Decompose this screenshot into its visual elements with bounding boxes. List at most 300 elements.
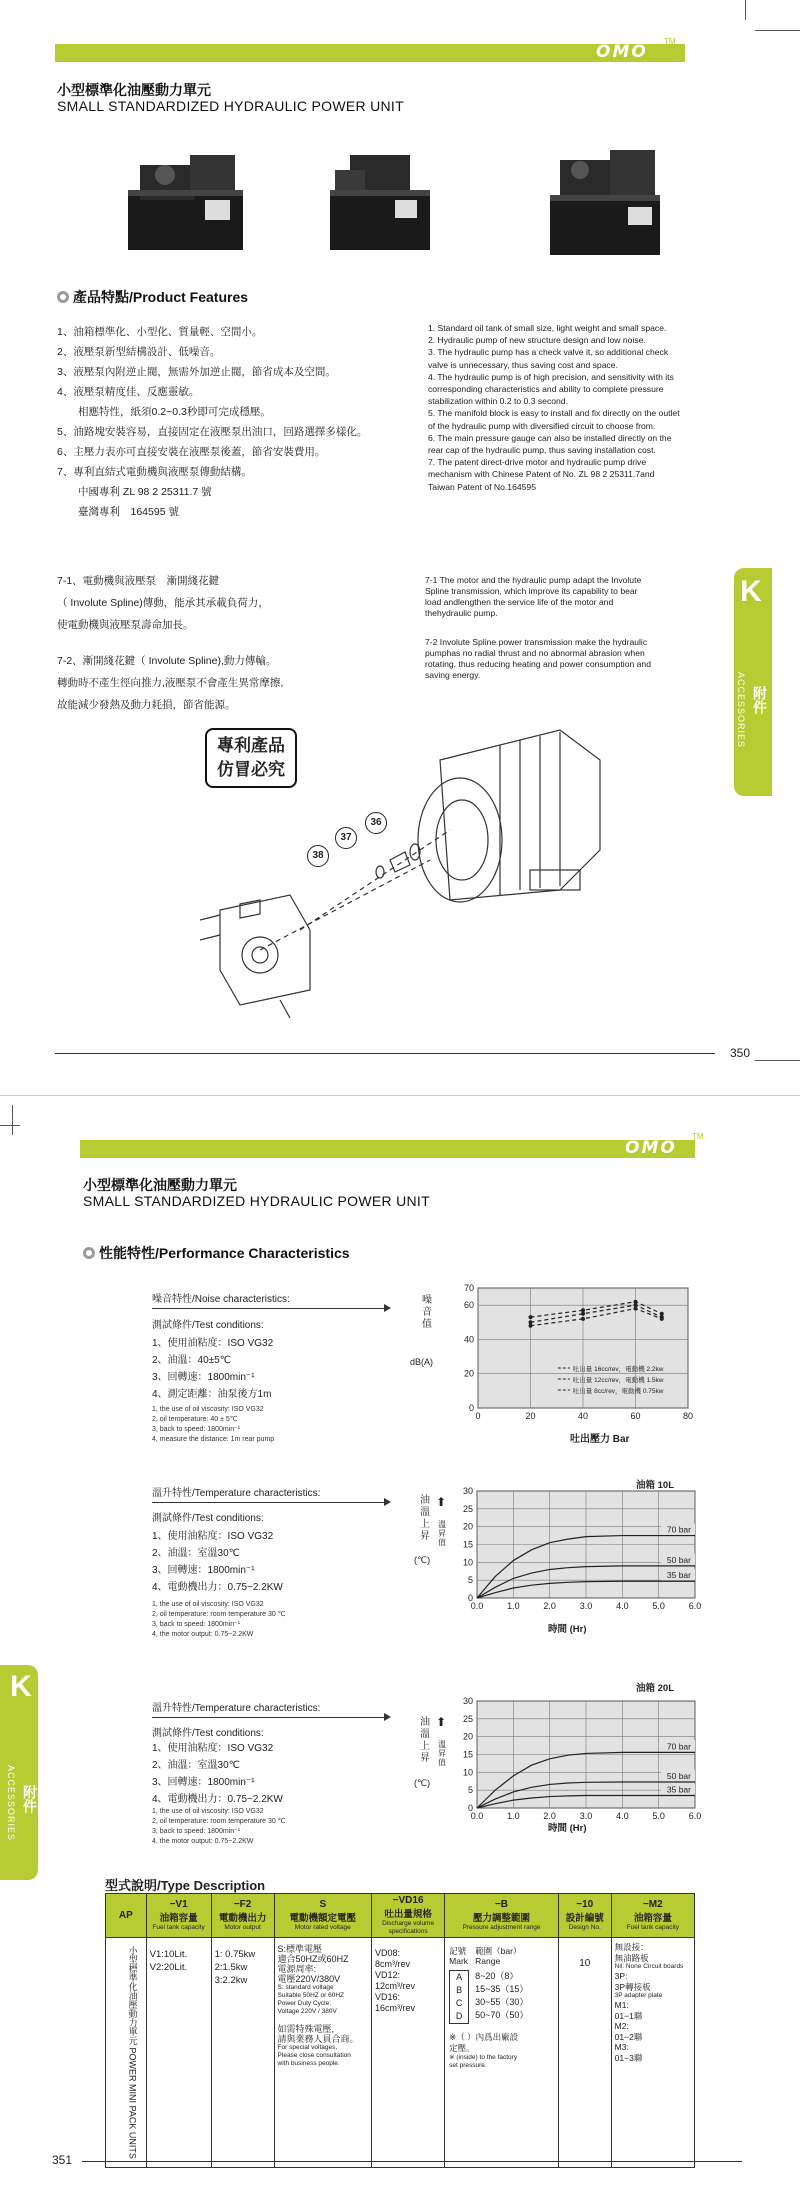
cell-line: V2:20Lit. xyxy=(149,1962,188,1973)
temp1-ysub: 溫昇值 xyxy=(438,1520,446,1547)
section-title xyxy=(83,1243,350,1263)
series-label: 70 bar xyxy=(666,1741,691,1752)
cell-line: S: standard voltage xyxy=(277,1984,334,1991)
series-label: 50 bar xyxy=(666,1770,691,1781)
note-line: 7-1 The motor and the hydraulic pump adapt the Involute xyxy=(425,575,642,585)
hdr-cn: 吐出量規格 xyxy=(384,1909,432,1920)
hdr-b xyxy=(445,1894,559,1938)
cell-line: Mark xyxy=(449,1956,469,1966)
y-tick-label: 20 xyxy=(462,1521,473,1532)
y-tick-label: 30 xyxy=(462,1696,473,1706)
note-line: 7-2 Involute Spline power transmission make the hydraulic xyxy=(425,637,648,647)
hdr-cn: 設計編號 xyxy=(565,1913,604,1924)
cond-line: 1、使用油粘度：ISO VG32 xyxy=(152,1743,274,1754)
features-en xyxy=(428,322,738,493)
legend-label: 吐出量 12cc/rev，電動機 1.5kw xyxy=(572,1377,664,1384)
series-label: 50 bar xyxy=(666,1554,691,1565)
page-title-cn: 小型標準化油壓動力單元 xyxy=(83,1177,237,1193)
page-number: 351 xyxy=(52,2153,73,2167)
feature-line: 7、專利直結式電動機與液壓泵傳動結構。 xyxy=(57,466,252,478)
data-point xyxy=(529,1320,533,1324)
y-tick-label: 60 xyxy=(463,1300,474,1311)
cell-line: 適合50HZ或60HZ xyxy=(277,1954,349,1964)
cell-design: 10 xyxy=(558,1938,611,2168)
cond-line: 1, the use of oil viscosity: ISO VG32 xyxy=(152,1406,264,1413)
temp2-cond-en xyxy=(152,1807,286,1847)
section-title-text: 產品特點/Product Features xyxy=(73,289,249,305)
y-tick-label: 15 xyxy=(462,1749,473,1760)
k-accessories-cn: 附件 xyxy=(752,686,768,714)
feature-line: corresponding characteristics and ability to complete pressure xyxy=(428,384,664,395)
y-tick-label: 15 xyxy=(462,1539,473,1550)
type-desc-title: 型式說明/Type Description xyxy=(105,1878,266,1893)
cond-line: 4、電動機出力：0.75~2.2KW xyxy=(152,1582,283,1593)
cell-line: Suitable 50HZ or 60HZ xyxy=(277,1992,345,1999)
x-tick-label: 0.0 xyxy=(470,1601,484,1611)
cell-line: 2:1.5kw xyxy=(214,1962,248,1973)
legend-label: 吐出量 16cc/rev，電動機 2.2kw xyxy=(572,1366,664,1373)
cond-line: 3, back to speed: 1800min⁻¹ xyxy=(152,1426,241,1433)
b-values xyxy=(449,1970,554,2024)
page-351 xyxy=(0,1095,800,2200)
k-accessories-cn: 附件 xyxy=(22,1785,38,1813)
x-tick-label: 60 xyxy=(630,1411,641,1421)
cell-line: 記號 xyxy=(449,1946,467,1956)
hdr-vd xyxy=(372,1894,445,1938)
arrow-icon xyxy=(384,1304,391,1312)
cell-line: Voltage 220V / 380V xyxy=(277,2008,337,2015)
cond-line: 3, back to speed: 1800min⁻¹ xyxy=(152,1621,241,1628)
hdr-code: AP xyxy=(118,1910,133,1921)
feature-line: 6. The main pressure gauge can also be installed directly on the xyxy=(428,432,672,443)
x-tick-label: 80 xyxy=(682,1411,694,1421)
k-accessories-en: ACCESSORIES xyxy=(736,672,746,749)
cell-line: C xyxy=(455,1998,463,2008)
page-350 xyxy=(0,0,800,1090)
page-number: 350 xyxy=(730,1046,751,1060)
feature-line: 5. The manifold block is easy to install and fix directly on the outlet xyxy=(428,408,680,419)
feature-line: 1、油箱標準化、小型化、質量輕、空間小。 xyxy=(57,326,263,338)
note-line: 7-1、電動機與液壓泵 漸開綫花鍵 xyxy=(57,575,220,587)
cell-line: 8cm³/rev xyxy=(375,1959,411,1969)
note-7-2-en xyxy=(425,637,725,681)
cell-line: 電壓220V/380V xyxy=(277,1974,341,1984)
note-line: 故能減少發熱及動力耗損，節省能源。 xyxy=(57,699,236,711)
note-line: 7-2、漸開綫花鍵（ Involute Spline),動力傳輸。 xyxy=(57,655,277,667)
b-ranges xyxy=(475,1970,528,2024)
stamp-line: 仿冒必究 xyxy=(217,760,285,779)
series-label: 35 bar xyxy=(666,1570,691,1581)
cell-line: V1:10Lit. xyxy=(149,1949,188,1960)
brand-logo: OMO xyxy=(596,42,648,62)
hdr-en: Fuel tank capacity xyxy=(626,1924,680,1931)
arrow-icon xyxy=(384,1498,391,1506)
cell-line: 12cm³/rev xyxy=(375,1981,416,1991)
callout-37: 37 xyxy=(335,827,357,849)
footer-rule xyxy=(55,1053,715,1054)
data-point xyxy=(581,1308,585,1312)
hdr-cn: 電動機出力 xyxy=(218,1913,267,1924)
hdr-cn: 油箱容量 xyxy=(633,1913,672,1924)
arrow-line xyxy=(152,1502,384,1503)
cell-line: 無油路板 xyxy=(614,1952,649,1963)
page-title-en: SMALL STANDARDIZED HYDRAULIC POWER UNIT xyxy=(57,98,404,114)
noise-yunit: dB(A) xyxy=(410,1357,434,1367)
cell-line: S:標準電壓 xyxy=(277,1944,323,1954)
note-line: （ Involute Spline)傳動，能承其承載負荷力， xyxy=(57,597,269,609)
temp1-yunit: (℃) xyxy=(414,1555,431,1565)
x-tick-label: 2.0 xyxy=(543,1811,556,1821)
cell-line: 3:2.2kw xyxy=(214,1975,248,1986)
brand-logo: OMO xyxy=(625,1138,677,1158)
hdr-en: Fuel tank capacity xyxy=(152,1924,205,1931)
x-tick-label: 0.0 xyxy=(470,1811,484,1821)
data-point xyxy=(581,1317,585,1321)
cond-line: 1、使用油粘度：ISO VG32 xyxy=(152,1531,274,1542)
cell-line: M2: xyxy=(614,2021,629,2031)
series-label: 35 bar xyxy=(666,1784,691,1795)
product-photo xyxy=(320,140,440,255)
page-title-cn: 小型標準化油壓動力單元 xyxy=(57,82,211,98)
x-tick-label: 5.0 xyxy=(652,1601,665,1611)
footer-rule xyxy=(82,2161,742,2162)
feature-line: 2. Hydraulic pump of new structure design and low noise. xyxy=(428,335,646,346)
cell-line: M1: xyxy=(614,2000,629,2010)
cell-line: 如需特殊電壓, xyxy=(277,2024,335,2034)
temp2-heading: 溫升特性/Temperature characteristics: xyxy=(152,1703,321,1714)
cell-line: VD12: xyxy=(375,1970,401,1980)
temp2-ylabel: 油溫上昇 xyxy=(420,1717,430,1764)
section-bullet-icon xyxy=(57,291,69,303)
header-bar xyxy=(80,1140,695,1158)
data-point xyxy=(634,1300,638,1304)
cond-line: 4、電動機出力：0.75~2.2KW xyxy=(152,1794,283,1805)
patent-stamp xyxy=(205,728,297,788)
cell-line: B xyxy=(456,1985,463,1995)
y-tick-label: 40 xyxy=(463,1334,474,1345)
x-tick-label: 5.0 xyxy=(652,1811,665,1821)
arrow-line xyxy=(152,1308,384,1309)
b-mark-hdr xyxy=(449,1946,475,1966)
trademark: TM xyxy=(692,1132,704,1141)
cell-line: 無設接： xyxy=(614,1942,649,1952)
temp2-tank: 油箱 20L xyxy=(636,1683,675,1694)
cell-line: with business people. xyxy=(277,2060,340,2067)
hdr-s xyxy=(274,1894,371,1938)
temp1-tank: 油箱 10L xyxy=(636,1480,675,1491)
data-point xyxy=(634,1303,638,1307)
cell-line: 請與業務人員合商。 xyxy=(277,2034,359,2044)
b-marks xyxy=(449,1970,469,2024)
feature-line: 相應特性，紙須0.2~0.3秒即可完成穩壓。 xyxy=(57,406,271,418)
hdr-cn: 油箱容量 xyxy=(159,1913,198,1924)
section-bullet-icon xyxy=(83,1247,95,1259)
x-tick-label: 20 xyxy=(525,1411,536,1421)
temp1-ylabel: 油溫上昇 xyxy=(420,1495,430,1542)
feature-line: 4、液壓泵精度佳、反應靈敏。 xyxy=(57,386,200,398)
temp2-cond-cn xyxy=(152,1740,283,1808)
stamp-line: 專利產品 xyxy=(217,736,285,755)
temp1-heading: 溫升特性/Temperature characteristics: xyxy=(152,1488,321,1499)
page-title-en: SMALL STANDARDIZED HYDRAULIC POWER UNIT xyxy=(83,1193,430,1209)
temp1-up-arrow-icon: ⬆ xyxy=(436,1495,447,1509)
hdr-f2 xyxy=(211,1894,274,1938)
y-tick-label: 0 xyxy=(467,1593,473,1603)
noise-ylabel: 噪音值 xyxy=(422,1295,432,1330)
y-tick-label: 5 xyxy=(467,1785,473,1796)
feature-line: 中國專利 ZL 98 2 25311.7 號 xyxy=(57,486,212,498)
temp1-cond-cn xyxy=(152,1528,283,1596)
x-tick-label: 4.0 xyxy=(616,1601,629,1611)
noise-cond-heading: 測試條件/Test conditions: xyxy=(152,1320,264,1331)
feature-line: valve is unnecessary, thus saving cost and space. xyxy=(428,359,618,370)
temp2-yunit: (℃) xyxy=(414,1778,431,1788)
hdr-en: Discharge volume specifications xyxy=(382,1920,435,1935)
x-tick-label: 1.0 xyxy=(507,1601,520,1611)
cell-vd xyxy=(372,1938,445,2168)
note-line: Spline transmission, which improve its capability to bear xyxy=(425,586,638,596)
note-line: 使電動機與液壓泵壽命加長。 xyxy=(57,619,194,631)
x-tick-label: 6.0 xyxy=(688,1601,702,1611)
hdr-en: Motor output xyxy=(224,1924,261,1931)
product-photo xyxy=(540,145,670,260)
k-letter: K xyxy=(10,1670,32,1703)
cell-line: 3P adapter plate xyxy=(614,1992,663,1999)
cell-line: 01−3聯 xyxy=(614,2052,643,2063)
cell-line: Power Duty Cycle: xyxy=(277,2000,332,2007)
cell-line: ※ (inside) to the factory xyxy=(449,2054,518,2061)
note-line: load andlengthen the service life of the motor and xyxy=(425,597,614,607)
feature-line: 臺灣專利 164595 號 xyxy=(57,506,179,518)
crop-mark xyxy=(0,1125,20,1126)
cell-line: For special voltages, xyxy=(277,2044,338,2051)
cell-b xyxy=(445,1938,559,2168)
cond-line: 3, back to speed: 1800min⁻¹ xyxy=(152,1828,241,1835)
y-tick-label: 25 xyxy=(462,1713,473,1724)
hdr-code: S xyxy=(319,1899,327,1910)
feature-line: of the hydraulic pump with diversified circuit to choose from. xyxy=(428,420,656,431)
data-point xyxy=(529,1324,533,1328)
y-tick-label: 25 xyxy=(462,1503,473,1514)
cell-ap: 小型標準化油壓動力單元 POWER MINI PACK UNITS xyxy=(106,1938,147,2168)
temp2-chart xyxy=(455,1693,705,1828)
hdr-en: Pressure adjustment range xyxy=(462,1924,541,1931)
hdr-cn: 壓力調整範圍 xyxy=(473,1913,531,1924)
feature-line: rear cap of the hydraulic pump, thus saving installation cost. xyxy=(428,445,656,456)
cond-line: 2、油溫：40±5℃ xyxy=(152,1355,231,1366)
cell-line: 1: 0.75kw xyxy=(214,1949,256,1960)
y-tick-label: 30 xyxy=(462,1486,473,1496)
cond-line: 3、回轉速：1800min⁻¹ xyxy=(152,1565,255,1576)
note-7-1-cn xyxy=(57,570,377,636)
noise-cond-en xyxy=(152,1405,274,1445)
page-divider xyxy=(0,1095,800,1096)
temp1-xlabel: 時間 (Hr) xyxy=(548,1624,587,1635)
cond-line: 2, oil temperature: room temperature 30 ℃ xyxy=(152,1611,286,1618)
x-tick-label: 1.0 xyxy=(507,1811,520,1821)
note-line: saving energy. xyxy=(425,670,481,680)
noise-xlabel: 吐出壓力 Bar xyxy=(570,1434,630,1445)
data-point xyxy=(529,1315,533,1319)
feature-line: 2、液壓泵新型結構設計、低噪音。 xyxy=(57,346,221,358)
cell-line: 範圍（bar） xyxy=(475,1946,522,1956)
temp1-chart xyxy=(455,1483,705,1618)
cell-s xyxy=(274,1938,371,2168)
cond-line: 1, the use of oil viscosity: ISO VG32 xyxy=(152,1601,264,1608)
hdr-en: Motor rated voltage xyxy=(294,1924,351,1931)
cell-line: 01−2聯 xyxy=(614,2031,643,2042)
cond-line: 1、使用油粘度：ISO VG32 xyxy=(152,1338,274,1349)
section-title xyxy=(57,287,248,307)
cond-line: 3、回轉速：1800min⁻¹ xyxy=(152,1777,255,1788)
cond-line: 2, oil temperature: 40 ± 5℃ xyxy=(152,1416,238,1423)
cell-line: 30~55（30） xyxy=(475,1997,529,2007)
noise-cond-cn xyxy=(152,1335,273,1403)
cell-line: 電源周率: xyxy=(277,1964,317,1974)
table-header-row xyxy=(106,1894,695,1938)
crop-mark xyxy=(755,1060,800,1061)
y-tick-label: 0 xyxy=(467,1803,473,1813)
cell-line: D xyxy=(455,2011,463,2021)
y-tick-label: 10 xyxy=(462,1767,473,1778)
cell-line: set pressure. xyxy=(449,2062,487,2069)
note-line: 轉動時不產生徑向推力,液壓泵不會產生異常摩擦, xyxy=(57,677,284,689)
cond-line: 4, the motor output: 0.75~2.2KW xyxy=(152,1631,254,1638)
cell-m2 xyxy=(611,1938,694,2168)
note-line: thehydraulic pump. xyxy=(425,608,498,618)
noise-chart xyxy=(450,1280,700,1430)
cell-line: VD08: xyxy=(375,1948,401,1958)
temp2-ysub: 溫昇值 xyxy=(438,1740,446,1767)
temp2-cond-heading: 測試條件/Test conditions: xyxy=(152,1728,264,1739)
cell-line: 16cm³/rev xyxy=(375,2003,416,2013)
legend-label: 吐出量 8cc/rev，電動機 0.75kw xyxy=(572,1388,664,1395)
y-tick-label: 5 xyxy=(467,1575,473,1586)
feature-line: 3、液壓泵內附逆止閥，無需外加逆止閥，節省成本及空間。 xyxy=(57,366,336,378)
cell-line: VD16: xyxy=(375,1992,401,2002)
cell-line: 15~35（15） xyxy=(475,1984,529,1994)
x-tick-label: 3.0 xyxy=(579,1811,593,1821)
temp2-xlabel: 時間 (Hr) xyxy=(548,1823,587,1834)
cond-line: 3、回轉速：1800min⁻¹ xyxy=(152,1372,255,1383)
crop-mark xyxy=(745,0,746,20)
temp2-up-arrow-icon: ⬆ xyxy=(436,1715,447,1729)
cell-f2 xyxy=(211,1938,274,2168)
b-range-hdr xyxy=(475,1946,521,1966)
y-tick-label: 0 xyxy=(468,1403,474,1413)
feature-line: 5、油路塊安裝容易，直接固定在液壓泵出油口，回路選擇多樣化。 xyxy=(57,426,368,438)
hdr-code: −B xyxy=(494,1899,509,1910)
data-point xyxy=(660,1312,664,1316)
cell-line: Nil: None Circuit boards xyxy=(614,1963,684,1970)
trademark: TM xyxy=(664,37,676,46)
noise-heading: 噪音特性/Noise characteristics: xyxy=(152,1294,290,1305)
b-headers xyxy=(449,1946,554,1966)
hdr-code: −VD16 xyxy=(392,1895,424,1906)
cell-line: ※（ ）內爲出廠設 xyxy=(449,2032,519,2042)
cond-line: 1, the use of oil viscosity: ISO VG32 xyxy=(152,1808,264,1815)
x-tick-label: 4.0 xyxy=(616,1811,629,1821)
hdr-code: −M2 xyxy=(642,1899,663,1910)
y-tick-label: 20 xyxy=(463,1368,474,1379)
note-7-1-en xyxy=(425,575,725,619)
feature-line: mechanism with Chinese Patent of No. ZL 98 2 25311.7and xyxy=(428,469,655,480)
data-point xyxy=(581,1312,585,1316)
feature-line: 3. The hydraulic pump has a check valve it, so additional check xyxy=(428,347,669,358)
feature-line: 6、主壓力表亦可直接安裝在液壓泵後蓋，節省安裝費用。 xyxy=(57,446,326,458)
hdr-code: −V1 xyxy=(169,1899,188,1910)
cell-line: 3P轉接板 xyxy=(614,1981,651,1992)
y-tick-label: 10 xyxy=(462,1557,473,1568)
x-tick-label: 40 xyxy=(577,1411,589,1421)
cell-line: Range xyxy=(475,1956,501,1966)
arrow-icon xyxy=(384,1713,391,1721)
header-bar xyxy=(55,44,685,62)
callout-38: 38 xyxy=(307,845,329,867)
crop-mark xyxy=(755,30,800,31)
feature-line: 4. The hydraulic pump is of high precision, and sensitivity with its xyxy=(428,371,674,382)
feature-line: 7. The patent direct-drive motor and hydraulic pump drive xyxy=(428,457,647,468)
x-tick-label: 3.0 xyxy=(579,1601,593,1611)
feature-line: 1. Standard oil tank of small size, light weight and small space. xyxy=(428,323,667,333)
y-tick-label: 70 xyxy=(463,1283,474,1293)
k-accessories-en: ACCESSORIES xyxy=(6,1765,16,1842)
cell-line: A xyxy=(456,1972,463,1982)
temp1-cond-en xyxy=(152,1600,286,1640)
cond-line: 2、油溫：室溫30℃ xyxy=(152,1548,240,1559)
note-line: pumphas no radial thrust and no abnormal abrasion when xyxy=(425,648,645,658)
feature-line: stabilization within 0.2 to 0.3 second. xyxy=(428,396,568,407)
hdr-design xyxy=(558,1894,611,1938)
hdr-ap xyxy=(106,1894,147,1938)
cell-line: M3: xyxy=(614,2042,629,2052)
cell-line: 定壓。 xyxy=(449,2043,475,2053)
product-photo xyxy=(120,145,250,255)
data-point xyxy=(660,1317,664,1321)
cond-line: 4, the motor output: 0.75~2.2KW xyxy=(152,1838,254,1845)
cond-line: 4、測定距離：油泵後方1m xyxy=(152,1389,272,1400)
type-desc-table xyxy=(105,1893,695,2168)
hdr-m2 xyxy=(611,1894,694,1938)
section-title-text: 性能特性/Performance Characteristics xyxy=(99,1245,350,1261)
hdr-en: Design No. xyxy=(568,1924,601,1931)
crop-mark xyxy=(12,1105,13,1135)
cell-line: 50~70（50） xyxy=(475,2010,529,2020)
hdr-v1 xyxy=(146,1894,211,1938)
x-tick-label: 2.0 xyxy=(543,1601,556,1611)
hdr-cn: 電動機額定電壓 xyxy=(289,1913,357,1924)
x-tick-label: 0 xyxy=(475,1411,481,1421)
hdr-code: −F2 xyxy=(233,1899,252,1910)
cond-line: 4, measure the distance: 1m rear pump xyxy=(152,1436,275,1443)
cell-line: 8~20（8） xyxy=(475,1971,519,1981)
cell-line: 01−1聯 xyxy=(614,2010,643,2021)
cond-line: 2、油溫：室溫30℃ xyxy=(152,1760,240,1771)
data-point xyxy=(634,1307,638,1311)
y-tick-label: 20 xyxy=(462,1731,473,1742)
cell-line: Please close consultation xyxy=(277,2052,351,2059)
table-row xyxy=(106,1938,695,2168)
arrow-line xyxy=(152,1717,384,1718)
features-cn xyxy=(57,322,427,522)
feature-line: Taiwan Patent of No.164595 xyxy=(428,481,536,492)
temp1-cond-heading: 測試條件/Test conditions: xyxy=(152,1513,264,1524)
cell-v1 xyxy=(146,1938,211,2168)
hdr-code: −10 xyxy=(576,1899,594,1910)
series-label: 70 bar xyxy=(666,1524,691,1535)
cond-line: 2, oil temperature: room temperature 30 ℃ xyxy=(152,1818,286,1825)
callout-36: 36 xyxy=(365,812,387,834)
